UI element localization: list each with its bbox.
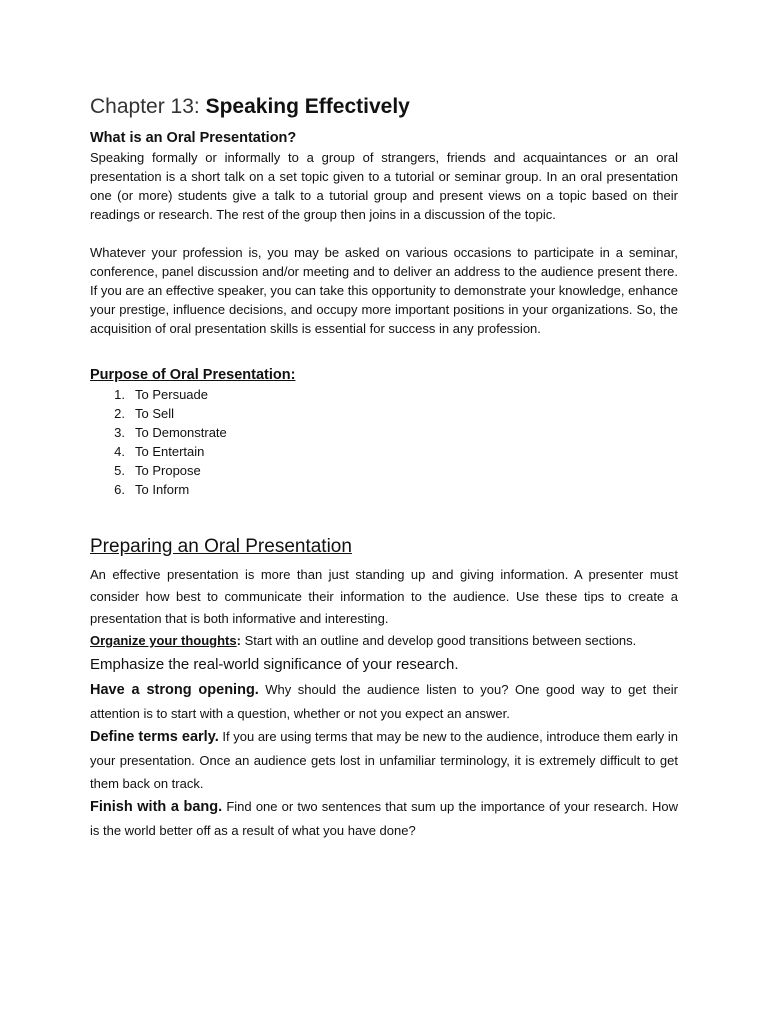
oral-presentation-heading: What is an Oral Presentation? bbox=[90, 130, 297, 146]
list-item-text: To Sell bbox=[135, 406, 175, 421]
opening-text: Why should the audience listen to you? One good way to get their attention is to start with a question, whether or not you expect an answer. bbox=[90, 682, 678, 721]
finish-tip bbox=[90, 795, 678, 842]
document-page bbox=[90, 90, 678, 842]
organize-colon: : bbox=[236, 633, 241, 648]
list-item-text: To Persuade bbox=[135, 387, 208, 402]
list-item-number: 3. bbox=[114, 425, 125, 440]
finish-text: Find one or two sentences that sum up the importance of your research. How is the world better off as a result of what you have done? bbox=[90, 799, 679, 838]
finish-lead: Finish with a bang. bbox=[90, 799, 223, 815]
oral-definition-paragraph: Speaking formally or informally to a group of strangers, friends and acquaintances or an oral presentation is a short talk on a set topic given to a tutorial or seminar group. In an oral presentation one (or more) students give a talk to a tutorial group and present views on a topic based on their readings or research. The rest of the group then joins in a discussion of the topic. bbox=[90, 150, 678, 222]
organize-label: Organize your thoughts bbox=[90, 633, 237, 648]
organize-tip bbox=[90, 630, 678, 652]
chapter-title bbox=[90, 90, 678, 124]
list-item-number: 2. bbox=[114, 406, 125, 421]
list-item-number: 1. bbox=[114, 387, 125, 402]
list-item bbox=[90, 404, 678, 423]
list-item bbox=[90, 442, 678, 461]
preparing-section-title: Preparing an Oral Presentation bbox=[90, 536, 352, 557]
list-item bbox=[90, 480, 678, 499]
profession-paragraph: Whatever your profession is, you may be asked on various occasions to participate in a seminar, conference, panel discussion and/or meeting and to deliver an address to the audience present there. If you are an effective speaker, you can take this opportunity to demonstrate your knowledge, enhance your prestige, influence decisions, and occupy more important positions in your organizations. So, the acquisition of oral presentation skills is essential for success in any profession. bbox=[90, 245, 679, 336]
list-item-number: 4. bbox=[114, 444, 125, 459]
list-item-text: To Inform bbox=[135, 482, 190, 497]
define-text: If you are using terms that may be new to the audience, introduce them early in your presentation. Once an audience gets lost in unfamiliar terminology, it is extremely difficult to get them back on track. bbox=[90, 729, 678, 791]
chapter-number: Chapter 13: bbox=[90, 95, 200, 118]
list-item bbox=[90, 461, 678, 480]
list-item-number: 5. bbox=[114, 463, 125, 478]
list-item bbox=[90, 385, 678, 404]
list-item bbox=[90, 423, 678, 442]
emphasize-tip: Emphasize the real-world significance of your research. bbox=[90, 656, 459, 673]
chapter-name: Speaking Effectively bbox=[205, 95, 410, 118]
define-tip bbox=[90, 725, 678, 795]
preparing-intro-paragraph: An effective presentation is more than just standing up and giving information. A presenter must consider how best to communicate their information to the audience. Use these tips to create a presentation that is both informative and interesting. bbox=[90, 567, 678, 626]
purpose-list bbox=[90, 385, 678, 499]
list-item-number: 6. bbox=[114, 482, 125, 497]
opening-lead: Have a strong opening. bbox=[90, 682, 259, 698]
list-item-text: To Propose bbox=[135, 463, 201, 478]
list-item-text: To Entertain bbox=[135, 444, 205, 459]
purpose-heading: Purpose of Oral Presentation: bbox=[90, 367, 296, 383]
define-lead: Define terms early. bbox=[90, 729, 219, 745]
list-item-text: To Demonstrate bbox=[135, 425, 227, 440]
organize-text: Start with an outline and develop good transitions between sections. bbox=[240, 633, 637, 648]
opening-tip bbox=[90, 678, 678, 725]
